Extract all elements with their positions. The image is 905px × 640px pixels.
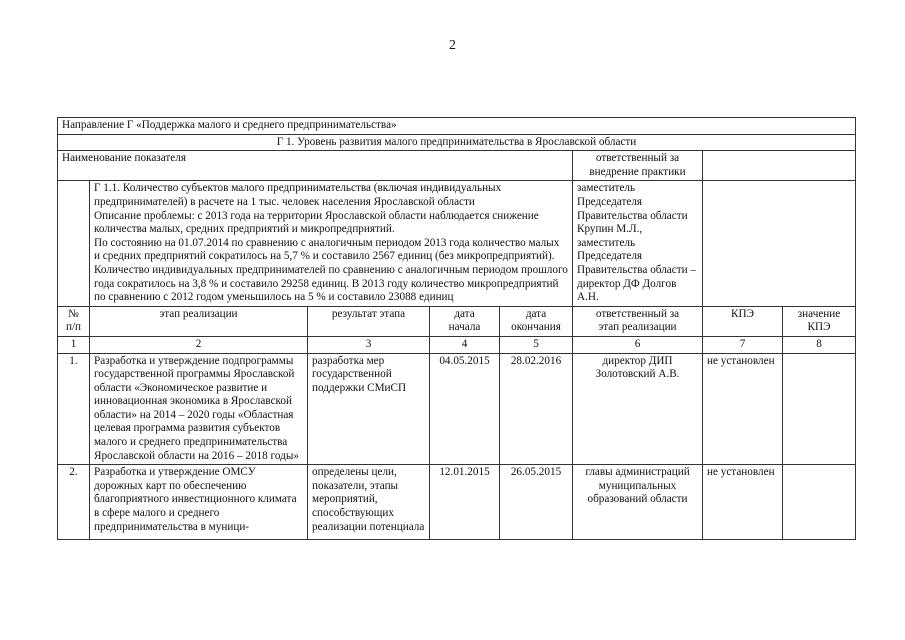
row-stage xyxy=(90,465,308,540)
row-result xyxy=(308,465,430,540)
col-header-start: дата начала xyxy=(430,306,500,336)
col-number: 8 xyxy=(783,336,856,353)
col-number: 3 xyxy=(308,336,430,353)
indicator-responsible: заместитель Председателя Правительства области Крупин М.Л., заместитель Председателя Правительства области – директор ДФ Долгов А.Н. xyxy=(573,181,703,306)
indicator-empty-cell xyxy=(703,181,856,306)
direction-cell: Направление Г «Поддержка малого и среднего предпринимательства» xyxy=(58,118,856,135)
indicator-row xyxy=(58,181,856,306)
col-number: 2 xyxy=(90,336,308,353)
row-responsible: директор ДИП Золотовский А.В. xyxy=(573,353,703,465)
table-row xyxy=(58,353,856,465)
row-end-date: 28.02.2016 xyxy=(500,353,573,465)
col-header-result: результат этапа xyxy=(308,306,430,336)
col-number: 4 xyxy=(430,336,500,353)
indicator-header-row xyxy=(58,151,856,181)
row-kpe: не установлен xyxy=(703,465,783,540)
col-header-num: № п/п xyxy=(58,306,90,336)
row-start-date: 04.05.2015 xyxy=(430,353,500,465)
indicator-num-cell xyxy=(58,181,90,306)
row-result: разработка мер государственной поддержки СМиСП xyxy=(308,353,430,465)
indicator-description: Г 1.1. Количество субъектов малого предпринимательства (включая индивидуальных предпринимателей) в расчете на 1 тыс. человек населения Ярославской области Описание проблемы: с 2013 года на территории Ярославской области наблюдается снижение количества малых, средних предприятий и микропредприятий. По состоянию на 01.07.2014 по сравнению с аналогичным периодом 2013 года количество малых и средних предприятий сократилось на 5,7 % и составило 2567 единиц (без микропредприятий). Количество индивидуальных предпринимателей по сравнению с аналогичным периодом прошлого года сократилось на 3,8 % и составило 29258 единиц. В 2013 году количество микропредприятий по сравнению с 2012 годом уменьшилось на 5 % и составило 23088 единиц xyxy=(90,181,573,306)
row-responsible: главы администраций муниципальных образований области xyxy=(573,465,703,540)
section-row xyxy=(58,134,856,151)
row-kpe: не установлен xyxy=(703,353,783,465)
indicator-name-header: Наименование показателя xyxy=(58,151,573,181)
col-header-kpe-value: значение КПЭ xyxy=(783,306,856,336)
col-number: 7 xyxy=(703,336,783,353)
col-header-stage: этап реализации xyxy=(90,306,308,336)
responsible-practice-header: ответственный за внедрение практики xyxy=(573,151,703,181)
col-header-end: дата окончания xyxy=(500,306,573,336)
col-number: 5 xyxy=(500,336,573,353)
row-start-date: 12.01.2015 xyxy=(430,465,500,540)
col-header-kpe: КПЭ xyxy=(703,306,783,336)
table-row xyxy=(58,465,856,540)
column-header-row xyxy=(58,306,856,336)
row-number: 2. xyxy=(58,465,90,540)
column-number-row xyxy=(58,336,856,353)
row-end-date: 26.05.2015 xyxy=(500,465,573,540)
col-number: 6 xyxy=(573,336,703,353)
page-number: 2 xyxy=(449,38,456,53)
row-stage: Разработка и утверждение подпрограммы государственной программы Ярославской области «Экономическое развитие и инновационная экономика в Ярославской области» на 2014 – 2020 годы «Областная целевая программа развития субъектов малого и среднего предпринимательства Ярославской области на 2016 – 2018 годы» xyxy=(90,353,308,465)
row-number: 1. xyxy=(58,353,90,465)
section-title: Г 1. Уровень развития малого предпринимательства в Ярославской области xyxy=(58,134,856,151)
row-result-text: определены цели, показатели, этапы мероприятий, способствующих реализации потенциала xyxy=(312,466,425,533)
col-header-responsible: ответственный за этап реализации xyxy=(573,306,703,336)
row-stage-text: Разработка и утверждение ОМСУ дорожных карт по обеспечению благоприятного инвестиционного климата в сфере малого и среднего предпринимательства в муници- xyxy=(94,466,297,533)
row-kpe-value xyxy=(783,465,856,540)
row-kpe-value xyxy=(783,353,856,465)
col-number: 1 xyxy=(58,336,90,353)
empty-header-cell xyxy=(703,151,856,181)
kpi-table xyxy=(57,117,856,540)
direction-row xyxy=(58,118,856,135)
